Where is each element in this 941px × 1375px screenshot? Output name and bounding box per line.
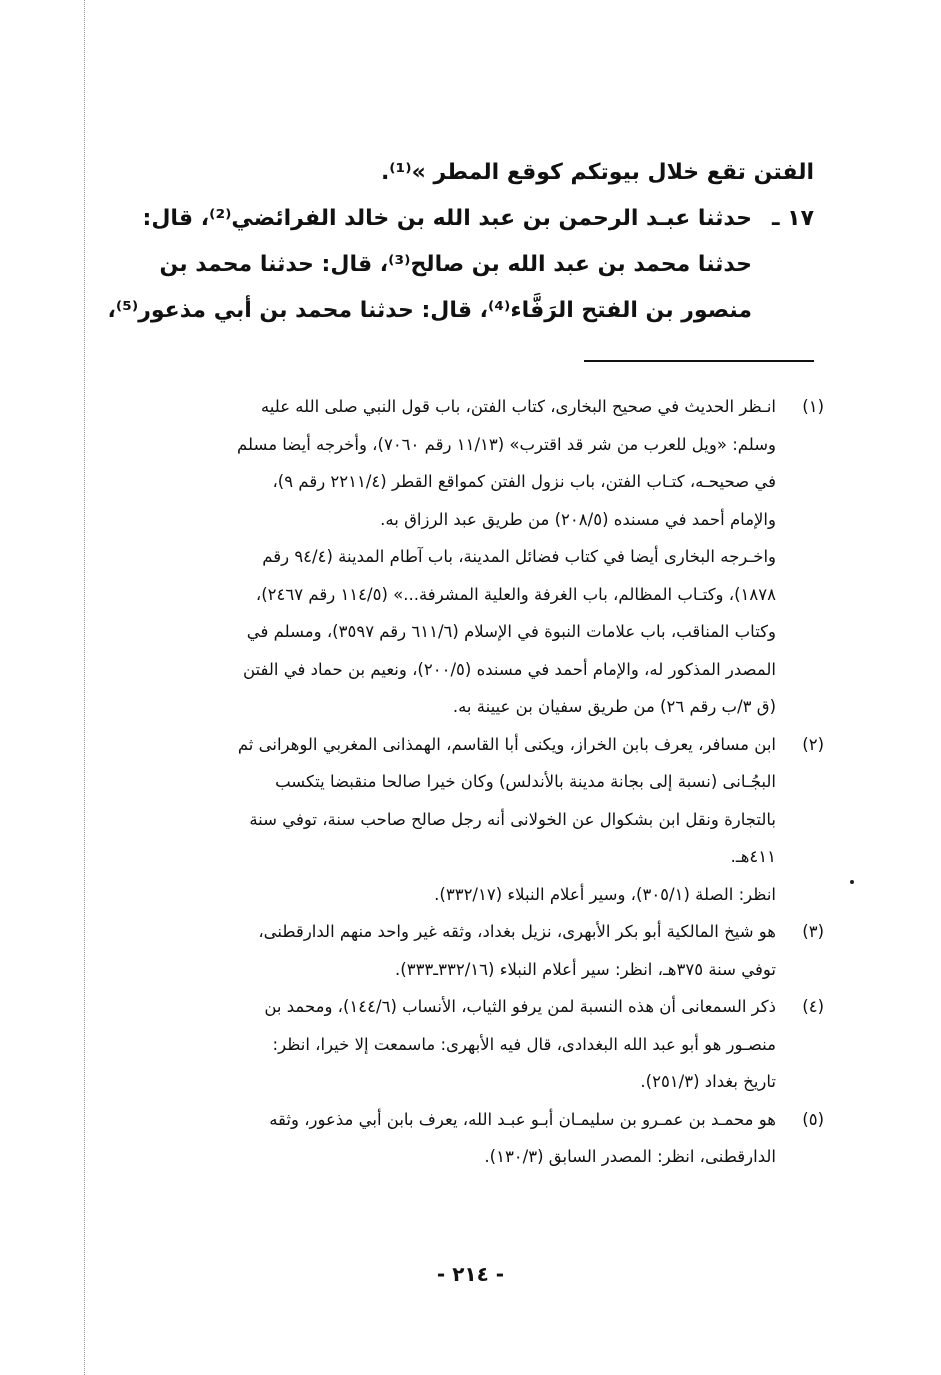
footnote-separator <box>584 360 814 362</box>
footnote-5 <box>98 1101 824 1176</box>
footnote-line: انـظر الحديث في صحيح البخارى، كتاب الفتن، باب قول النبي صلى الله عليه <box>260 397 776 416</box>
footnote-line: وسلم: «ويل للعرب من شر قد اقترب» (١١/١٣ رقم ٧٠٦٠)، وأخرجه أيضا مسلم <box>237 434 776 454</box>
footnote-text <box>98 913 776 988</box>
footnote-line: ابن مسافر، يعرف بابن الخراز، ويكنى أبا القاسم، الهمذانى المغربي الوهرانى ثم <box>237 734 776 754</box>
footnote-line: والإمام أحمد في مسنده (٢٠٨/٥) من طريق عبد الرزاق به. <box>380 509 776 529</box>
footnote-line: وكتاب المناقب، باب علامات النبوة في الإسلام (٦١١/٦ رقم ٣٥٩٧)، ومسلم في <box>246 622 776 641</box>
footnote-3 <box>98 913 824 988</box>
hadith-line: حدثنا محمد بن عبد الله بن صالح⁽³⁾، قال: حدثنا محمد بن <box>159 252 752 277</box>
page-body <box>98 150 824 1176</box>
stray-dot <box>850 880 854 884</box>
footnote-line: الدارقطنى، انظر: المصدر السابق (١٣٠/٣). <box>484 1147 776 1166</box>
footnote-line: ذكر السمعانى أن هذه النسبة لمن يرفو الثياب، الأنساب (١٤٤/٦)، ومحمد بن <box>264 997 776 1016</box>
footnote-line: المصدر المذكور له، والإمام أحمد في مسنده (٢٠٠/٥)، ونعيم بن حماد في الفتن <box>243 659 776 679</box>
footnote-line: (ق ٣/ب رقم ٢٦) من طريق سفيان بن عيينة به. <box>452 697 776 716</box>
footnote-line: هو محمـد بن عمـرو بن سليمـان أبـو عبـد الله، يعرف بابن أبي مذعور، وثقه <box>269 1109 776 1129</box>
footnote-number: (٤) <box>802 997 824 1016</box>
footnotes <box>98 388 824 1176</box>
footnote-1 <box>98 388 824 726</box>
footnote-line: واخـرجه البخارى أيضا في كتاب فضائل المدينة، باب آطام المدينة (٩٤/٤ رقم <box>262 547 776 566</box>
margin-dotted-line <box>84 0 85 1375</box>
hadith-number: ١٧ ـ <box>771 206 814 231</box>
footnote-number: (٣) <box>802 922 824 941</box>
footnote-line: هو شيخ المالكية أبو بكر الأبهرى، نزيل بغداد، وثقه غير واحد منهم الدارقطنى، <box>258 922 776 941</box>
footnote-line: بالتجارة ونقل ابن بشكوال عن الخولانى أنه رجل صالح صاحب سنة، توفي سنة <box>249 809 776 829</box>
page-number: - ٢١٤ - <box>436 1262 505 1286</box>
footnote-number: (٢) <box>802 734 824 754</box>
footnote-text <box>98 988 776 1101</box>
main-text <box>98 150 814 334</box>
footnote-line: ٤١١هـ. <box>730 847 776 866</box>
footnote-number: (١) <box>802 397 824 416</box>
hadith-line: منصور بن الفتح الرَفَّاء⁽⁴⁾، قال: حدثنا محمد بن أبي مذعور⁽⁵⁾، <box>107 298 752 323</box>
footnote-number: (٥) <box>802 1109 824 1129</box>
footnote-text <box>98 388 776 726</box>
hadith-text <box>98 196 752 334</box>
main-line-1: الفتن تقع خلال بيوتكم كوقع المطر »⁽¹⁾. <box>380 160 814 185</box>
footnote-line: توفي سنة ٣٧٥هـ، انظر: سير أعلام النبلاء (٣٣٢/١٦ـ٣٣٣). <box>395 959 776 979</box>
footnote-line: في صحيحـه، كتـاب الفتن، باب نزول الفتن كمواقع القطر (٢٢١١/٤ رقم ٩)، <box>272 472 776 491</box>
footnote-text <box>98 1101 776 1176</box>
footnote-line: انظر: الصلة (٣٠٥/١)، وسير أعلام النبلاء (٣٣٢/١٧). <box>434 884 776 904</box>
hadith-17 <box>98 196 814 334</box>
footnote-text <box>98 726 776 914</box>
footnote-4 <box>98 988 824 1101</box>
footnote-line: منصـور هو أبو عبد الله البغدادى، قال فيه الأبهرى: ماسمعت إلا خيرا، انظر: <box>272 1034 776 1054</box>
hadith-line: حدثنا عبـد الرحمن بن عبد الله بن خالد الفرائضي⁽²⁾، قال: <box>142 206 752 231</box>
footnote-2 <box>98 726 824 914</box>
footnote-line: البجُـانى (نسبة إلى بجانة مدينة بالأندلس) وكان خيرا صالحا منقبضا يتكسب <box>275 772 776 791</box>
footnote-line: تاريخ بغداد (٢٥١/٣). <box>640 1072 776 1091</box>
footnote-line: ١٨٧٨)، وكتـاب المظالم، باب الغرفة والعلية المشرفة...» (١١٤/٥ رقم ٢٤٦٧)، <box>255 584 776 604</box>
